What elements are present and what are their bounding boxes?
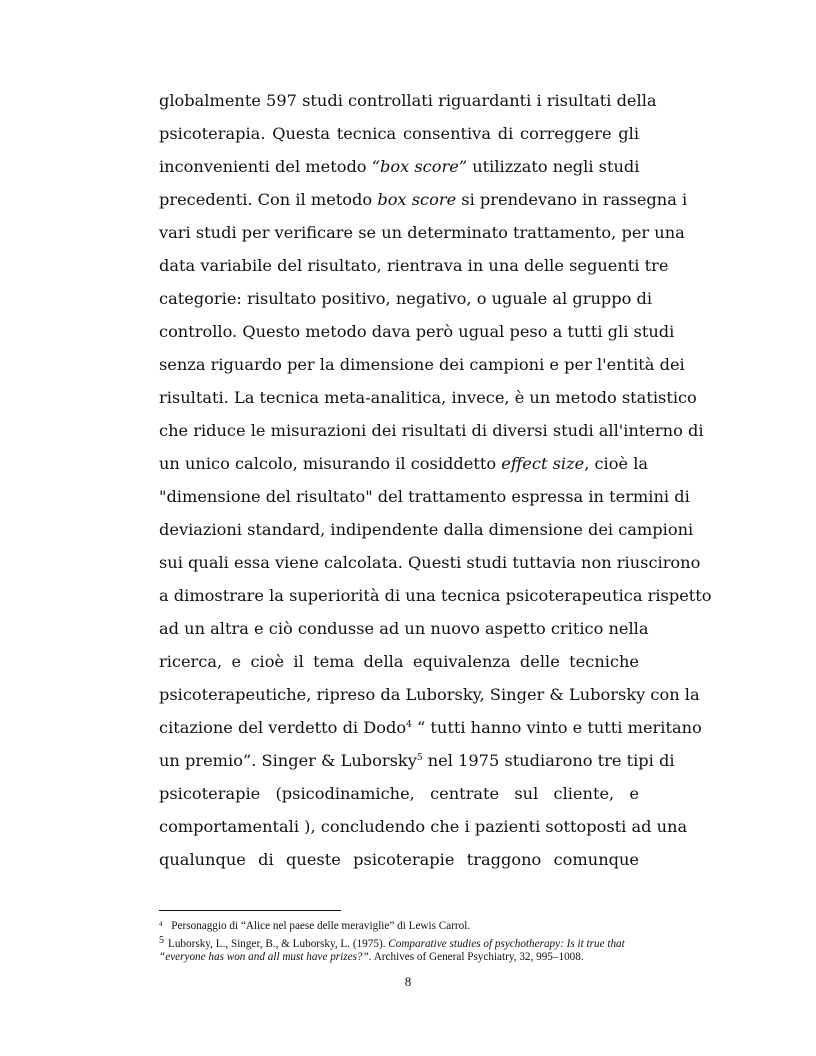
footnote-text: . Archives of General Psychiatry, 32, 995–1008. (368, 951, 584, 963)
body-line (159, 157, 639, 177)
body-line: che riduce le misurazioni dei risultati di diversi studi all'interno di (159, 421, 704, 440)
italic-term: effect size (501, 454, 585, 473)
body-line: a dimostrare la superiorità di una tecnica psicoterapeutica rispetto (159, 586, 712, 605)
body-line: qualunque di queste psicoterapie traggono comunque (159, 850, 639, 869)
text-run: utilizzato negli studi (467, 157, 640, 176)
text-run: un premio”. Singer & Luborsky (159, 751, 417, 770)
text-run: nel 1975 studiarono tre tipi di (422, 751, 675, 770)
footnote-number: 4 (159, 920, 163, 928)
footnote-title: “everyone has won and all must have prizes?” (159, 951, 369, 963)
footnote-ref[interactable]: 5 (416, 753, 423, 763)
body-line (159, 751, 675, 771)
text-run: “ tutti hanno vinto e tutti meritano (411, 718, 702, 737)
body-line (159, 190, 688, 210)
body-line: risultati. La tecnica meta-analitica, invece, è un metodo statistico (159, 388, 697, 407)
body-line: comportamentali ), concludendo che i pazienti sottoposti ad una (159, 817, 688, 836)
footnote-title: Comparative studies of psychotherapy: Is it true that (388, 938, 625, 950)
body-line (159, 454, 649, 474)
body-line: psicoterapia. Questa tecnica consentiva di correggere gli (159, 124, 639, 143)
text-run: un unico calcolo, misurando il cosiddetto (159, 454, 497, 473)
footnote-number: 5 (159, 935, 164, 946)
body-line: "dimensione del risultato" del trattamento espressa in termini di (159, 487, 690, 506)
body-line: deviazioni standard, indipendente dalla dimensione dei campioni (159, 520, 694, 539)
body-line: controllo. Questo metodo dava però ugual peso a tutti gli studi (159, 322, 675, 341)
body-line: psicoterapeutiche, ripreso da Luborsky, Singer & Luborsky con la (159, 685, 700, 704)
text-run: inconvenienti del metodo (159, 157, 367, 176)
footnote-text: Luborsky, L., Singer, B., & Luborsky, L. (1975). (168, 938, 389, 950)
body-line: globalmente 597 studi controllati riguardanti i risultati della (159, 91, 657, 110)
text-run: , cioè la (584, 454, 649, 473)
footnote-5 (159, 934, 659, 951)
body-line: ad un altra e ciò condusse ad un nuovo aspetto critico nella (159, 619, 649, 638)
body-line: data variabile del risultato, rientrava in una delle seguenti tre (159, 256, 669, 275)
footnote-text: Personaggio di “Alice nel paese delle meraviglie” di Lewis Carrol. (168, 920, 471, 932)
body-line: ricerca, e cioè il tema della equivalenza delle tecniche (159, 652, 639, 671)
footnote-4 (159, 917, 659, 933)
footnote-divider (159, 910, 341, 911)
body-line (159, 718, 702, 738)
body-line: vari studi per verificare se un determinato trattamento, per una (159, 223, 685, 242)
body-line: categorie: risultato positivo, negativo, o uguale al gruppo di (159, 289, 653, 308)
body-line: sui quali essa viene calcolata. Questi studi tuttavia non riuscirono (159, 553, 701, 572)
italic-term: “box score” (371, 157, 468, 176)
footnote-ref[interactable]: 4 (406, 720, 412, 730)
text-run: citazione del verdetto di Dodo (159, 718, 407, 737)
body-line: senza riguardo per la dimensione dei campioni e per l'entità dei (159, 355, 685, 374)
footnote-5-cont (159, 950, 659, 964)
italic-term: box score (377, 190, 457, 209)
text-run: si prendevano in rassegna i (456, 190, 688, 209)
body-line: psicoterapie (psicodinamiche, centrate sul cliente, e (159, 784, 639, 803)
page-number: 8 (404, 974, 412, 989)
text-run: precedenti. Con il metodo (159, 190, 373, 209)
